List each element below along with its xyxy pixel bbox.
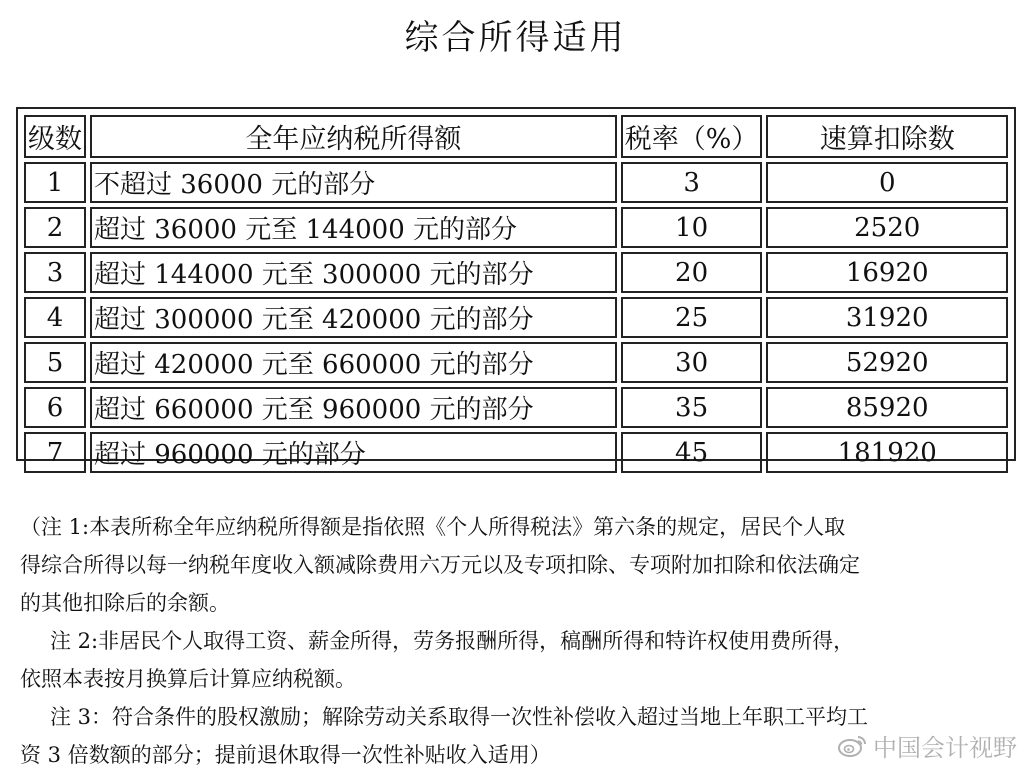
cell-deduction: 0: [766, 162, 1008, 203]
cell-deduction: 52920: [766, 342, 1008, 383]
cell-range: 超过 660000 元至 960000 元的部分: [90, 387, 617, 428]
note-3-line-1: 注 3：符合条件的股权激励；解除劳动关系取得一次性补偿收入超过当地上年职工平均工: [50, 705, 869, 729]
table-header-row: [24, 115, 1008, 158]
table-row: [24, 432, 1008, 473]
cell-range: 超过 420000 元至 660000 元的部分: [90, 342, 617, 383]
note-2-line-1: 注 2:非居民个人取得工资、薪金所得，劳务报酬所得，稿酬所得和特许权使用费所得，: [50, 629, 855, 653]
cell-range: 超过 36000 元至 144000 元的部分: [90, 207, 617, 248]
table-row: [24, 297, 1008, 338]
table-row: [24, 162, 1008, 203]
watermark: [837, 728, 1017, 763]
cell-rate: 10: [621, 207, 763, 248]
note-1-line-1: （注 1:本表所称全年应纳税所得额是指依照《个人所得税法》第六条的规定，居民个人取: [20, 515, 846, 539]
tax-rate-table-frame: [16, 107, 1016, 470]
cell-rate: 25: [621, 297, 763, 338]
cell-level: 7: [24, 432, 86, 473]
watermark-text: 中国会计视野: [873, 735, 1017, 762]
cell-level: 3: [24, 252, 86, 293]
table-row: [24, 252, 1008, 293]
cell-level: 4: [24, 297, 86, 338]
cell-range: 超过 960000 元的部分: [90, 432, 617, 473]
cell-deduction: 16920: [766, 252, 1008, 293]
page-title: 综合所得适用: [404, 18, 627, 58]
cell-rate: 20: [621, 252, 763, 293]
cell-level: 5: [24, 342, 86, 383]
table-row: [24, 342, 1008, 383]
cell-range: 超过 144000 元至 300000 元的部分: [90, 252, 617, 293]
cell-level: 6: [24, 387, 86, 428]
table-row: [24, 207, 1008, 248]
weibo-logo-icon: [837, 734, 867, 758]
cell-rate: 45: [621, 432, 763, 473]
header-deduction: 速算扣除数: [766, 115, 1008, 158]
cell-range: 不超过 36000 元的部分: [90, 162, 617, 203]
cell-rate: 3: [621, 162, 763, 203]
header-rate: 税率（%）: [621, 115, 763, 158]
table-row: [24, 387, 1008, 428]
cell-deduction: 31920: [766, 297, 1008, 338]
cell-level: 2: [24, 207, 86, 248]
tax-rate-table: [20, 111, 1012, 477]
note-2-line-2: 依照本表按月换算后计算应纳税额。: [20, 667, 356, 691]
cell-rate: 30: [621, 342, 763, 383]
cell-range: 超过 300000 元至 420000 元的部分: [90, 297, 617, 338]
cell-level: 1: [24, 162, 86, 203]
cell-deduction: 85920: [766, 387, 1008, 428]
note-1-line-3: 的其他扣除后的余额。: [20, 591, 230, 615]
note-3-line-2: 资 3 倍数额的部分；提前退休取得一次性补贴收入适用）: [20, 743, 551, 767]
note-1-line-2: 得综合所得以每一纳税年度收入额减除费用六万元以及专项扣除、专项附加扣除和依法确定: [20, 553, 860, 577]
header-level: 级数: [24, 115, 86, 158]
header-range: 全年应纳税所得额: [90, 115, 617, 158]
cell-deduction: 181920: [766, 432, 1008, 473]
cell-deduction: 2520: [766, 207, 1008, 248]
cell-rate: 35: [621, 387, 763, 428]
